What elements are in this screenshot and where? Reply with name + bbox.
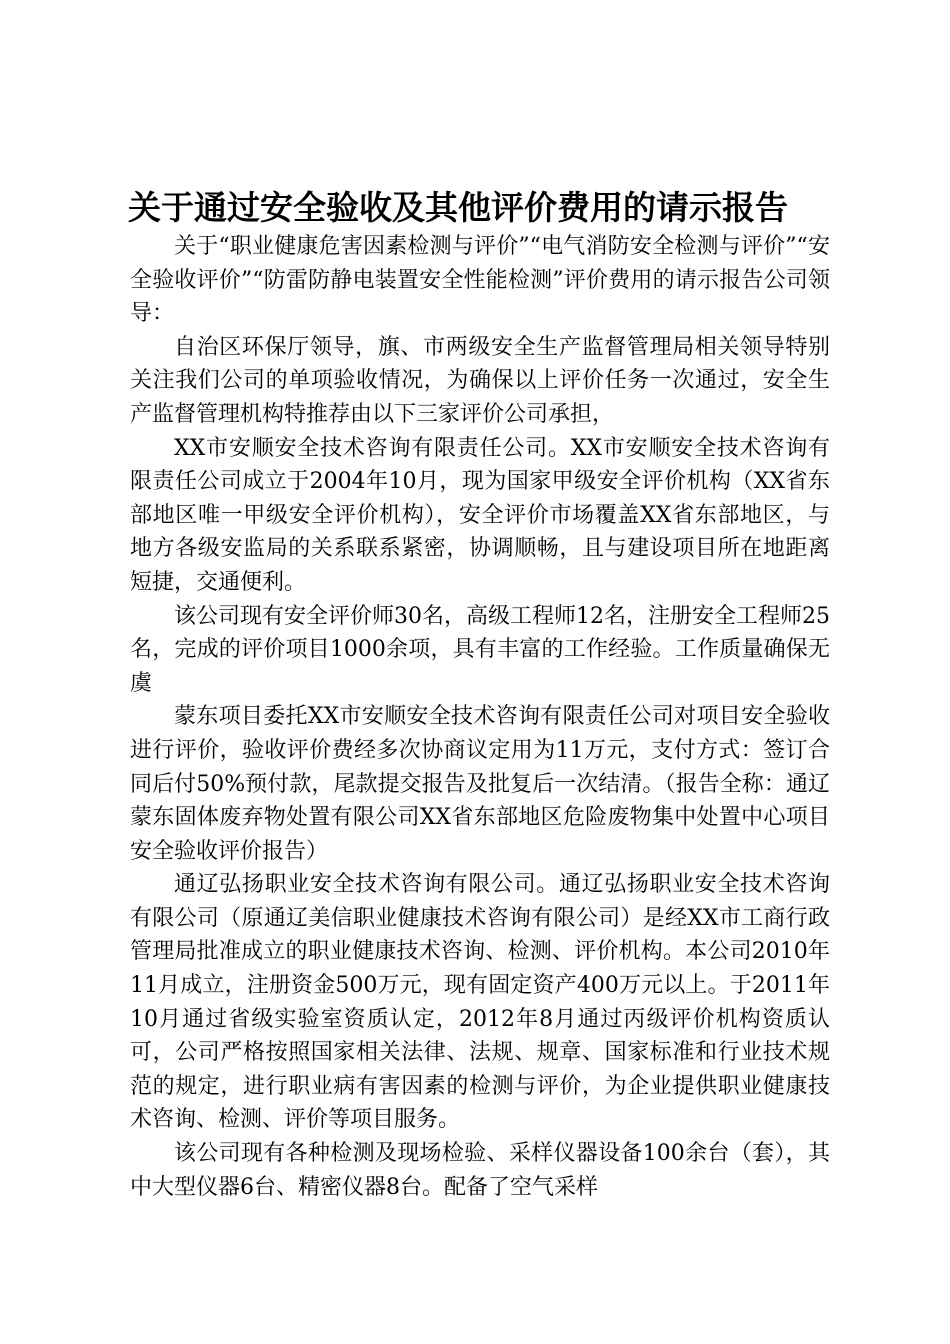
paragraph-recommendation: 自治区环保厅领导，旗、市两级安全生产监督管理局相关领导特别关注我们公司的单项验收情况，为确保以上评价任务一次通过，安全生产监督管理机构特推荐由以下三家评价公司承担， <box>130 334 830 427</box>
document-title: 关于通过安全验收及其他评价费用的请示报告 <box>128 188 788 227</box>
paragraph-anshun-staff: 该公司现有安全评价师30名，高级工程师12名，注册安全工程师25名，完成的评价项目1000余项，具有丰富的工作经验。工作质量确保无虞 <box>130 603 830 696</box>
paragraph-intro: 关于“职业健康危害因素检测与评价”“电气消防安全检测与评价”“安全验收评价”“防雷防静电装置安全性能检测”评价费用的请示报告公司领导： <box>130 234 830 327</box>
paragraph-anshun-company: XX市安顺安全技术咨询有限责任公司。XX市安顺安全技术咨询有限责任公司成立于2004年10月，现为国家甲级安全评价机构（XX省东部地区唯一甲级安全评价机构），安全评价市场覆盖XX省东部地区，与地方各级安监局的关系联系紧密，协调顺畅，且与建设项目所在地距离短捷，交通便利。 <box>130 435 830 595</box>
document-body <box>130 230 830 1204</box>
paragraph-mengdong-project: 蒙东项目委托XX市安顺安全技术咨询有限责任公司对项目安全验收进行评价，验收评价费经多次协商议定用为11万元，支付方式：签订合同后付50%预付款，尾款提交报告及批复后一次结清。（报告全称：通辽蒙东固体废弃物处置有限公司XX省东部地区危险废物集中处置中心项目安全验收评价报告） <box>130 704 830 864</box>
paragraph-hongyang-company: 通辽弘扬职业安全技术咨询有限公司。通辽弘扬职业安全技术咨询有限公司（原通辽美信职业健康技术咨询有限公司）是经XX市工商行政管理局批准成立的职业健康技术咨询、检测、评价机构。本公司2010年11月成立，注册资金500万元，现有固定资产400万元以上。于2011年10月通过省级实验室资质认定，2012年8月通过丙级评价机构资质认可，公司严格按照国家相关法律、法规、规章、国家标准和行业技术规范的规定，进行职业病有害因素的检测与评价，为企业提供职业健康技术咨询、检测、评价等项目服务。 <box>130 872 830 1133</box>
paragraph-hongyang-equipment: 该公司现有各种检测及现场检验、采样仪器设备100余台（套），其中大型仪器6台、精密仪器8台。配备了空气采样 <box>130 1141 830 1200</box>
